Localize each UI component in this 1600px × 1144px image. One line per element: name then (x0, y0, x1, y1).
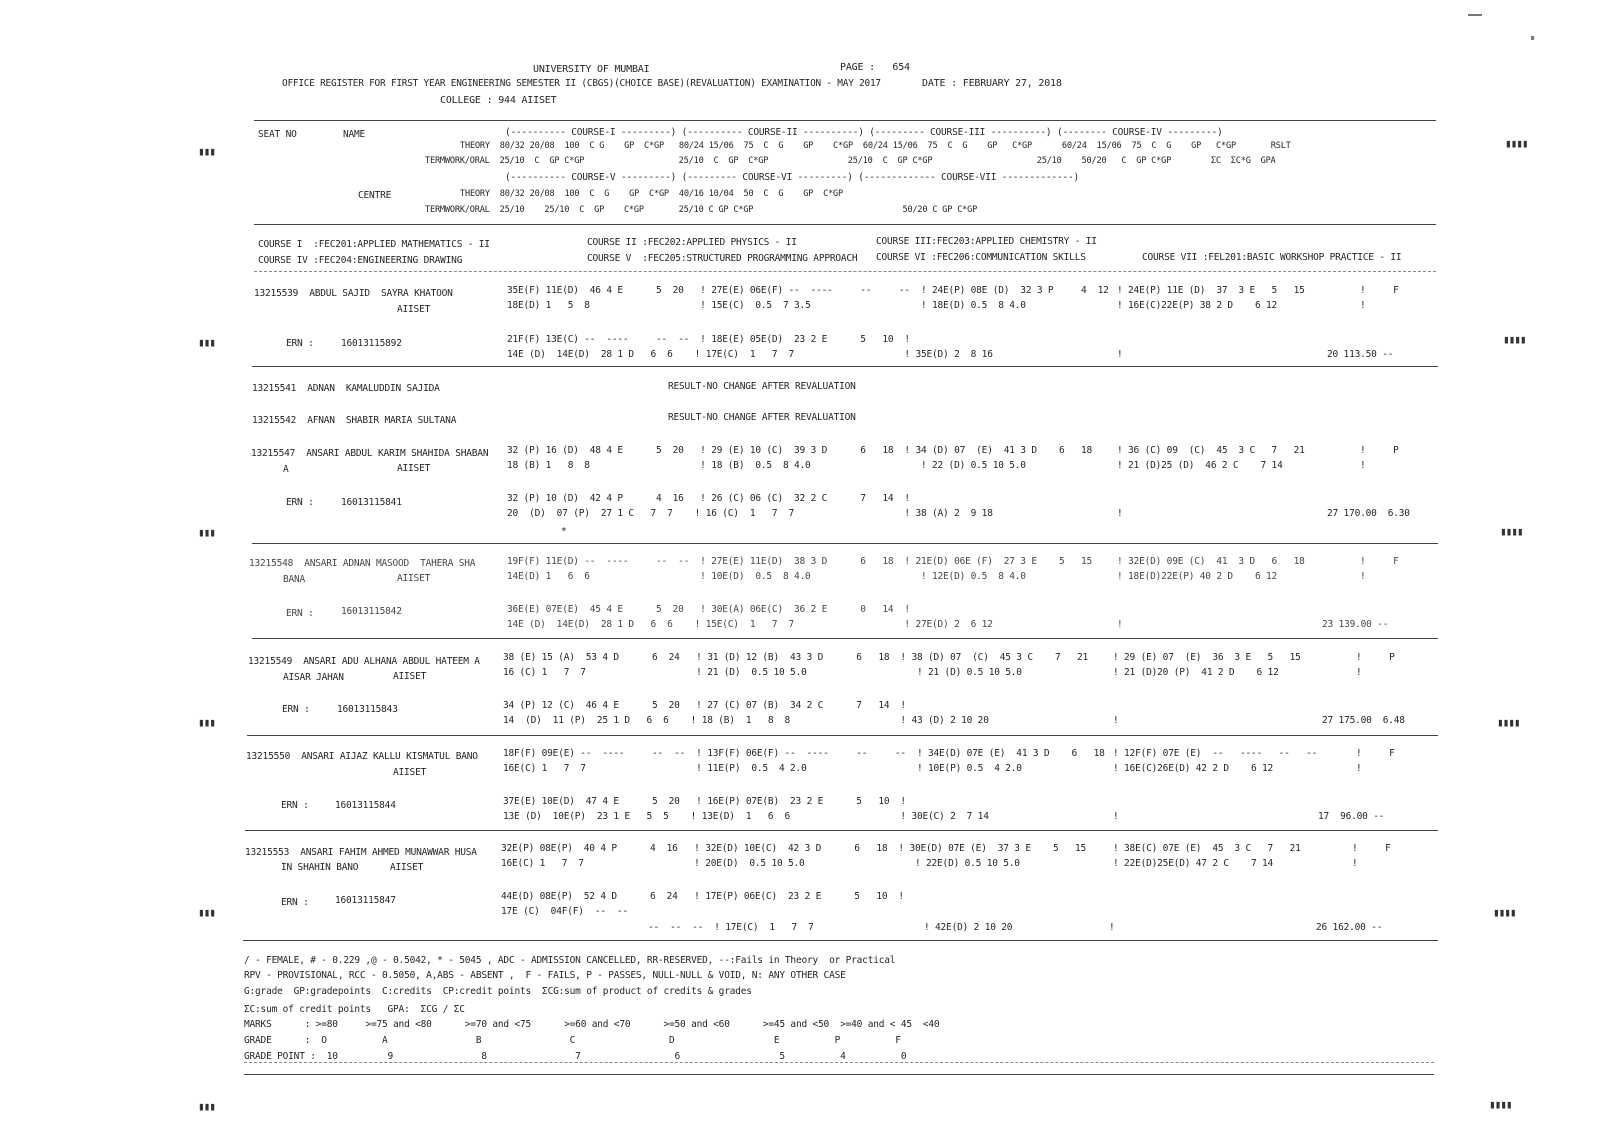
result-status: ! F (1356, 748, 1395, 759)
seat-and-name: 13215549 ANSARI ADU ALHANA ABDUL HATEEM A (248, 656, 480, 667)
termwork-header-row1: TERMWORK/ORAL 25/10 C GP C*GP 25/10 C GP C*GP 25/10 C GP C*GP 25/10 50/20 C GP C*GP ΣC ΣC*G GPA (425, 156, 1276, 166)
marks-row-8: ! (1109, 922, 1115, 933)
record-divider (247, 735, 1438, 736)
marks-row-7: ! (1117, 508, 1123, 519)
ern-label: ERN : (286, 497, 314, 508)
seat-and-name: 13215548 ANSARI ADNAN MASOOD TAHERA SHA (249, 558, 476, 569)
totals: 26 162.00 -- (1316, 922, 1383, 933)
result-sep: ! (1356, 763, 1362, 774)
marks-row-1: 32 (P) 16 (D) 48 4 E 5 20 ! 29 (E) 10 (C) 39 3 D 6 18 ! 34 (D) 07 (E) 41 3 D 6 18 (507, 445, 1093, 456)
result-status: ! P (1356, 652, 1395, 663)
scan-mark-icon: ▮▮▮ (198, 716, 215, 729)
marks-row-2: 18E(D) 1 5 8 ! 15E(C) 0.5 7 3.5 ! 18E(D) 0.5 8 4.0 (507, 300, 1026, 311)
marks-row-2: 14E(D) 1 6 6 ! 10E(D) 0.5 8 4.0 ! 12E(D) 0.5 8 4.0 (507, 571, 1026, 582)
ern-number: 16013115843 (337, 704, 398, 715)
marks-row-4: ! 21 (D)20 (P) 41 2 D 6 12 (1113, 667, 1279, 678)
revaluation-status: RESULT-NO CHANGE AFTER REVALUATION (668, 412, 856, 423)
record-divider (243, 940, 1438, 941)
revaluation-status: RESULT-NO CHANGE AFTER REVALUATION (668, 381, 856, 392)
result-sep: ! (1360, 300, 1366, 311)
ern-number: 16013115844 (335, 800, 396, 811)
marks-row-6: 17E (C) 04F(F) -- -- (501, 906, 628, 917)
seat-and-name: 13215553 ANSARI FAHIM AHMED MUNAWWAR HUSA (245, 847, 477, 858)
scan-mark-icon: ▮▮▮ (198, 1100, 215, 1113)
marks-scale: MARKS : >=80 >=75 and <80 >=70 and <75 >=60 and <70 >=50 and <60 >=45 and <50 >=40 and < 45 <40 (244, 1019, 940, 1030)
scan-smudge (1468, 14, 1482, 16)
marks-row-3: ! 32E(D) 09E (C) 41 3 D 6 18 (1117, 556, 1305, 567)
seat-and-name: 13215541 ADNAN KAMALUDDIN SAJIDA (252, 383, 440, 394)
marks-row-4: ! 16E(C)26E(D) 42 2 D 6 12 (1113, 763, 1274, 774)
marks-row-2: 18 (B) 1 8 8 ! 18 (B) 0.5 8 4.0 ! 22 (D) 0.5 10 5.0 (507, 460, 1026, 471)
scan-mark-icon: ▮▮▮▮ (1489, 1098, 1512, 1111)
marks-row-4: ! 16E(C)22E(P) 38 2 D 6 12 (1117, 300, 1278, 311)
scan-mark-icon: ▮▮▮▮ (1497, 716, 1520, 729)
student-college: AIISET (390, 862, 424, 873)
marks-row-5: 32 (P) 10 (D) 42 4 P 4 16 ! 26 (C) 06 (C) 32 2 C 7 14 ! (507, 493, 910, 504)
marks-row-2: 16E(C) 1 7 7 ! 11E(P) 0.5 4 2.0 ! 10E(P) 0.5 4 2.0 (503, 763, 1022, 774)
marks-row-5: 34 (P) 12 (C) 46 4 E 5 20 ! 27 (C) 07 (B) 34 2 C 7 14 ! (503, 700, 906, 711)
marks-row-1: 38 (E) 15 (A) 53 4 D 6 24 ! 31 (D) 12 (B) 43 3 D 6 18 ! 38 (D) 07 (C) 45 3 C 7 21 (503, 652, 1089, 663)
course-2-name: COURSE II :FEC202:APPLIED PHYSICS - II (587, 237, 797, 248)
record-divider (252, 638, 1438, 639)
student-college: AIISET (397, 573, 431, 584)
ern-label: ERN : (282, 704, 310, 715)
header-rule-bottom (254, 224, 1436, 225)
college-code: COLLEGE : 944 AIISET (440, 95, 557, 106)
scan-mark-icon: ▮▮▮▮ (1500, 525, 1523, 538)
marks-row-3: ! 29 (E) 07 (E) 36 3 E 5 15 (1113, 652, 1301, 663)
ern-number: 16013115841 (341, 497, 402, 508)
marks-row-4: ! 18E(D)22E(P) 40 2 D 6 12 (1117, 571, 1278, 582)
result-status: ! F (1360, 556, 1399, 567)
theory-header-row1: THEORY 80/32 20/08 100 C G GP C*GP 80/24 15/06 75 C G GP C*GP 60/24 15/06 75 C G GP C*GP 60/24 15/06 75 C G GP C*GP RSLT (460, 141, 1291, 151)
seat-no-header: SEAT NO (258, 129, 297, 140)
student-college: AIISET (393, 671, 427, 682)
scan-mark-icon: ▮▮▮▮ (1503, 333, 1526, 346)
ern-label: ERN : (286, 338, 314, 349)
seat-and-name-cont: A (283, 464, 289, 475)
marks-row-5: 37E(E) 10E(D) 47 4 E 5 20 ! 16E(P) 07E(B) 23 2 E 5 10 ! (503, 796, 906, 807)
totals: 27 175.00 6.48 (1322, 715, 1405, 726)
header-rule-top (254, 120, 1436, 121)
seat-and-name: 13215539 ABDUL SAJID SAYRA KHATOON (254, 288, 453, 299)
grade-scale: GRADE : O A B C D E P F (244, 1035, 901, 1046)
marks-row-7: ! (1117, 349, 1123, 360)
marks-row-4: ! 22E(D)25E(D) 47 2 C 7 14 (1113, 858, 1274, 869)
scan-mark-icon: ▮▮▮ (198, 906, 215, 919)
centre-header: CENTRE (358, 190, 392, 201)
legend-line-2: RPV - PROVISIONAL, RCC - 0.5050, A,ABS - ABSENT , F - FAILS, P - PASSES, NULL-NULL & VOID, N: ANY OTHER CASE (244, 970, 846, 981)
result-sep: ! (1360, 571, 1366, 582)
marks-row-6: 13E (D) 10E(P) 23 1 E 5 5 ! 13E(D) 1 6 6 ! 30E(C) 2 7 14 (503, 811, 989, 822)
course-3-name: COURSE III:FEC203:APPLIED CHEMISTRY - II (876, 236, 1097, 247)
marks-row-6: 14E (D) 14E(D) 28 1 D 6 6 ! 15E(C) 1 7 7 ! 27E(D) 2 6 12 (507, 619, 993, 630)
marks-row-3: ! 36 (C) 09 (C) 45 3 C 7 21 (1117, 445, 1305, 456)
scan-mark-icon: ▮▮▮ (198, 526, 215, 539)
ern-label: ERN : (286, 608, 314, 619)
marks-row-4: ! 21 (D)25 (D) 46 2 C 7 14 (1117, 460, 1283, 471)
marks-row-6: 14E (D) 14E(D) 28 1 D 6 6 ! 17E(C) 1 7 7 ! 35E(D) 2 8 16 (507, 349, 993, 360)
ern-number: 16013115847 (335, 895, 396, 906)
course-group-row1: (---------- COURSE-I ---------) (---------- COURSE-II ----------) (--------- COURSE-III ----------) (-------- COURSE-IV ---------) (505, 127, 1223, 138)
marks-row-7: ! (1113, 715, 1119, 726)
university-name: UNIVERSITY OF MUMBAI (533, 64, 650, 75)
seat-and-name: 13215550 ANSARI AIJAZ KALLU KISMATUL BANO (246, 751, 478, 762)
result-sep: ! (1360, 460, 1366, 471)
scan-mark-icon: ▮▮▮▮ (1493, 906, 1516, 919)
theory-header-row2: THEORY 80/32 20/08 100 C G GP C*GP 40/16 10/04 50 C G GP C*GP (460, 189, 843, 199)
seat-and-name-cont: IN SHAHIN BANO (281, 862, 359, 873)
marks-row-7: ! (1113, 811, 1119, 822)
marks-row-3: ! 24E(P) 11E (D) 37 3 E 5 15 (1117, 285, 1305, 296)
marks-row-6: 20 (D) 07 (P) 27 1 C 7 7 ! 16 (C) 1 7 7 ! 38 (A) 2 9 18 (507, 508, 993, 519)
marks-row-1: 18F(F) 09E(E) -- ---- -- -- ! 13F(F) 06E(F) -- ---- -- -- ! 34E(D) 07E (E) 41 3 D 6 18 (503, 748, 1105, 759)
legend-line-3: G:grade GP:gradepoints C:credits CP:credit points ΣCG:sum of product of credits & grades (244, 986, 752, 997)
legend-divider (244, 1062, 1434, 1063)
grade-point-scale: GRADE POINT : 10 9 8 7 6 5 4 0 (244, 1051, 907, 1062)
marks-row-7: ! (1117, 619, 1123, 630)
marks-row-5: 44E(D) 08E(P) 52 4 D 6 24 ! 17E(P) 06E(C) 23 2 E 5 10 ! (501, 891, 904, 902)
course-6-name: COURSE VI :FEC206:COMMUNICATION SKILLS (876, 252, 1086, 263)
totals: 27 170.00 6.30 (1327, 508, 1410, 519)
ern-number: 16013115892 (341, 338, 402, 349)
marks-row-6: 14 (D) 11 (P) 25 1 D 6 6 ! 18 (B) 1 8 8 ! 43 (D) 2 10 20 (503, 715, 989, 726)
marks-row-2: 16E(C) 1 7 7 ! 20E(D) 0.5 10 5.0 ! 22E(D) 0.5 10 5.0 (501, 858, 1020, 869)
register-date: DATE : FEBRUARY 27, 2018 (922, 78, 1062, 89)
courses-divider (254, 271, 1436, 272)
student-college: AIISET (397, 463, 431, 474)
scan-smudge (1531, 36, 1534, 40)
totals: 23 139.00 -- (1322, 619, 1389, 630)
register-title: OFFICE REGISTER FOR FIRST YEAR ENGINEERING SEMESTER II (CBGS)(CHOICE BASE)(REVALUATION) EXAMINATION - MAY 2017 (282, 78, 881, 89)
course-4-name: COURSE IV :FEC204:ENGINEERING DRAWING (258, 255, 463, 266)
legend-line-4: ΣC:sum of credit points GPA: ΣCG / ΣC (244, 1004, 465, 1015)
marks-row-1: 19F(F) 11E(D) -- ---- -- -- ! 27E(E) 11E(D) 38 3 D 6 18 ! 21E(D) 06E (F) 27 3 E 5 15 (507, 556, 1093, 567)
record-divider (252, 366, 1438, 367)
termwork-header-row2: TERMWORK/ORAL 25/10 25/10 C GP C*GP 25/10 C GP C*GP 50/20 C GP C*GP (425, 205, 978, 215)
course-group-row2: (---------- COURSE-V ---------) (--------- COURSE-VI ---------) (------------- COURSE-VII -------------) (505, 172, 1080, 183)
ern-label: ERN : (281, 897, 309, 908)
ern-number: 16013115842 (341, 606, 402, 617)
scan-mark-icon: ▮▮▮ (198, 145, 215, 158)
marks-row-2: 16 (C) 1 7 7 ! 21 (D) 0.5 10 5.0 ! 21 (D) 0.5 10 5.0 (503, 667, 1022, 678)
marks-row-3: ! 12F(F) 07E (E) -- ---- -- -- (1113, 748, 1318, 759)
ern-label: ERN : (281, 800, 309, 811)
result-sep: ! (1352, 858, 1358, 869)
result-status: ! P (1360, 445, 1399, 456)
scan-mark-icon: ▮▮▮▮ (1505, 137, 1528, 150)
scan-mark-icon: ▮▮▮ (198, 336, 215, 349)
result-sep: ! (1356, 667, 1362, 678)
marks-row-1: 32E(P) 08E(P) 40 4 P 4 16 ! 32E(D) 10E(C) 42 3 D 6 18 ! 30E(D) 07E (E) 37 3 E 5 15 (501, 843, 1087, 854)
marks-row-5: 36E(E) 07E(E) 45 4 E 5 20 ! 30E(A) 06E(C) 36 2 E 0 14 ! (507, 604, 910, 615)
marks-row-7: -- -- -- ! 17E(C) 1 7 7 ! 42E(D) 2 10 20 (648, 922, 1013, 933)
marks-row-3: ! 38E(C) 07E (E) 45 3 C 7 21 (1113, 843, 1301, 854)
name-header: NAME (343, 129, 366, 140)
totals: 20 113.50 -- (1327, 349, 1394, 360)
student-college: AIISET (393, 767, 427, 778)
marks-row-1: 35E(F) 11E(D) 46 4 E 5 20 ! 27E(E) 06E(F) -- ---- -- -- ! 24E(P) 08E (D) 32 3 P 4 12 (507, 285, 1109, 296)
record-divider (245, 830, 1438, 831)
seat-and-name-cont: AISAR JAHAN (283, 672, 344, 683)
record-divider (252, 543, 1438, 544)
course-5-name: COURSE V :FEC205:STRUCTURED PROGRAMMING APPROACH (587, 253, 858, 264)
legend-line-1: / - FEMALE, # - 0.229 ,@ - 0.5042, * - 5045 , ADC - ADMISSION CANCELLED, RR-RESERVED, --:Fails in Theory or Practical (244, 955, 896, 966)
legend-rule-bottom (244, 1074, 1434, 1075)
seat-and-name: 13215547 ANSARI ABDUL KARIM SHAHIDA SHABAN (251, 448, 489, 459)
result-status: ! F (1360, 285, 1399, 296)
totals: 17 96.00 -- (1318, 811, 1385, 822)
course-1-name: COURSE I :FEC201:APPLIED MATHEMATICS - II (258, 239, 490, 250)
page-number: PAGE : 654 (840, 62, 910, 73)
seat-and-name-cont: BANA (283, 574, 306, 585)
seat-and-name: 13215542 AFNAN SHABIR MARIA SULTANA (252, 415, 457, 426)
marks-row-5: 21F(F) 13E(C) -- ---- -- -- ! 18E(E) 05E(D) 23 2 E 5 10 ! (507, 334, 910, 345)
course-7-name: COURSE VII :FEL201:BASIC WORKSHOP PRACTICE - II (1142, 252, 1402, 263)
result-status: ! F (1352, 843, 1391, 854)
student-college: AIISET (397, 304, 431, 315)
stray-mark: * (561, 526, 567, 537)
